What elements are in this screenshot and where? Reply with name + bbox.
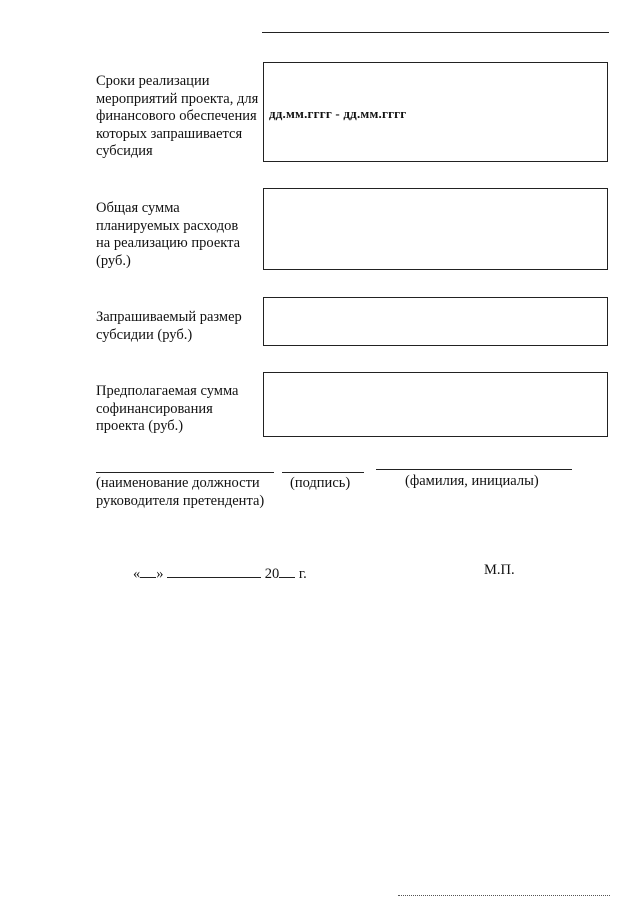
year-prefix: 20 [264, 566, 280, 582]
position-signature-line[interactable] [96, 472, 274, 473]
stamp-label: М.П. [484, 562, 515, 578]
implementation-period-value: дд.мм.гггг - дд.мм.гггг [269, 106, 407, 121]
signature-line[interactable] [282, 472, 364, 473]
name-caption: (фамилия, инициалы) [405, 473, 539, 489]
year-suffix: г. [298, 566, 307, 582]
top-divider [262, 32, 609, 33]
month-blank[interactable] [167, 564, 261, 578]
bottom-divider [398, 895, 610, 896]
cofinancing-label: Предполагаемая сумма софинансирования проекта (руб.) [96, 383, 239, 434]
requested-subsidy-label: Запрашиваемый размер субсидии (руб.) [96, 309, 242, 343]
day-blank[interactable] [140, 564, 156, 578]
total-expenses-label: Общая сумма планируемых расходов на реализацию проекта (руб.) [96, 200, 241, 269]
implementation-period-label: Сроки реализации мероприятий проекта, для финансового обеспечения которых запрашивается субсидия [96, 73, 259, 159]
date-open-quote: « [133, 566, 141, 582]
position-caption: (наименование должности руководителя претендента) [96, 475, 265, 509]
cofinancing-box[interactable] [263, 372, 608, 437]
date-line [133, 564, 307, 584]
date-close-quote: » [156, 566, 164, 582]
requested-subsidy-box[interactable] [263, 297, 608, 346]
implementation-period-box[interactable] [263, 62, 608, 162]
total-expenses-box[interactable] [263, 188, 608, 270]
year-blank[interactable] [279, 564, 295, 578]
name-signature-line[interactable] [376, 469, 572, 470]
signature-caption: (подпись) [290, 475, 351, 491]
